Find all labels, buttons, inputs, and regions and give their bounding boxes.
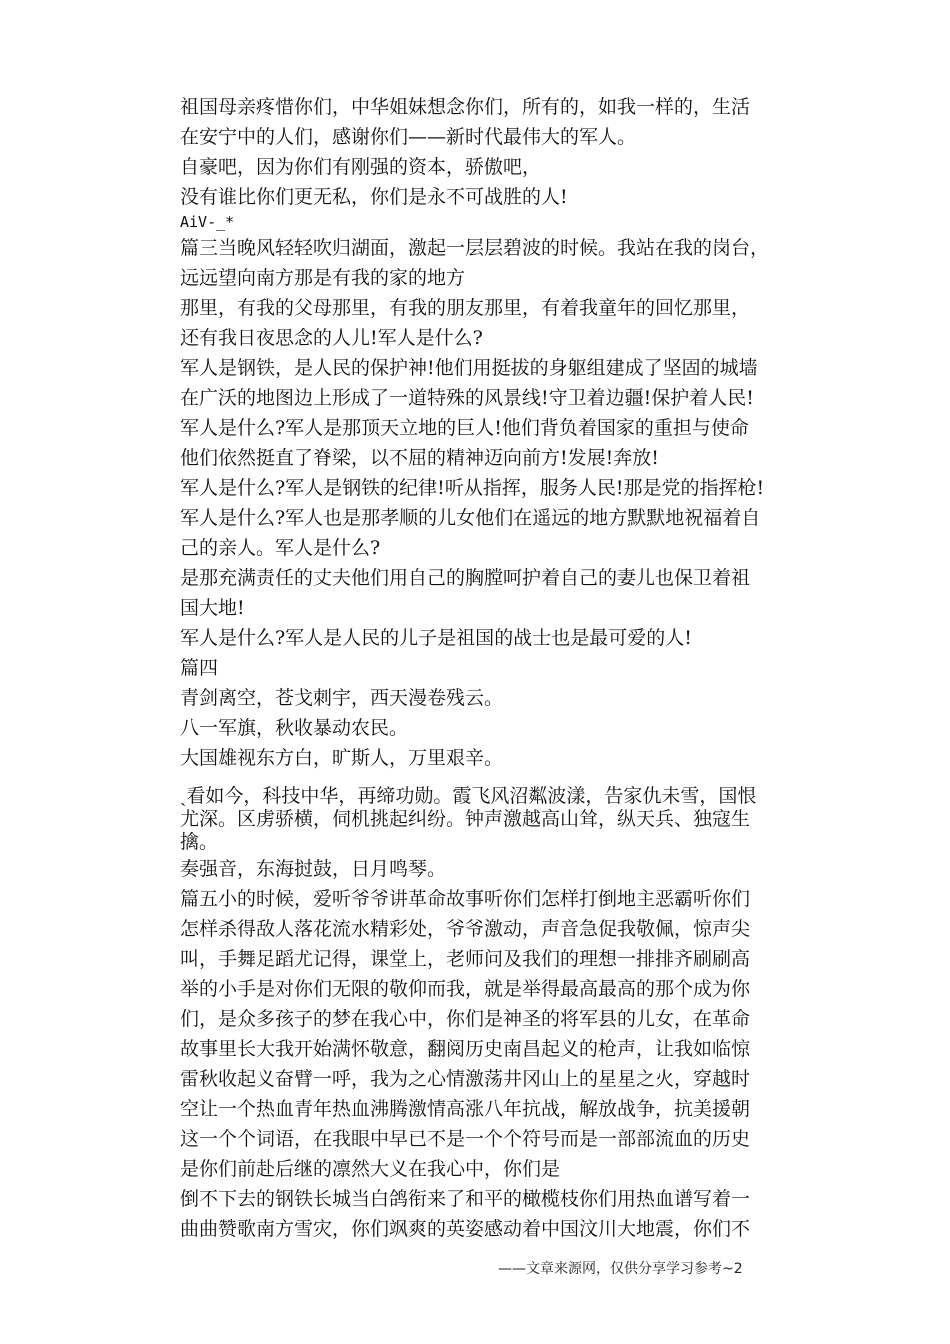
text-line: 叫，手舞足蹈尤记得，课堂上，老师问及我们的理想一排排齐刷刷高 bbox=[180, 948, 751, 970]
poem-line: 尤深。区虏骄横，伺机挑起纠纷。钟声激越高山耸，纵天兵、独寇生 bbox=[180, 808, 751, 830]
text-line: 他们依然挺直了脊梁，以不屈的精神迈向前方!发展!奔放! bbox=[180, 447, 659, 469]
text-line: 们，是众多孩子的梦在我心中，你们是神圣的将军县的儿女，在革命 bbox=[180, 1008, 751, 1030]
text-line: 祖国母亲疼惜你们，中华姐妹想念你们，所有的，如我一样的，生活 bbox=[180, 96, 751, 118]
text-line: 军人是什么?军人也是那孝顺的儿女他们在遥远的地方默默地祝福着自 bbox=[180, 507, 761, 529]
text-line: 自豪吧，因为你们有刚强的资本，骄傲吧， bbox=[180, 156, 542, 178]
text-line: 空让一个热血青年热血沸腾激情高涨八年抗战，解放战争，抗美援朝 bbox=[180, 1098, 751, 1120]
text-line: 是那充满责任的丈夫他们用自己的胸膛呵护着自己的妻儿也保卫着祖 bbox=[180, 567, 751, 589]
text-line: 是你们前赴后继的凛然大义在我心中，你们是 bbox=[180, 1158, 561, 1180]
poem-line: 青剑离空，苍戈刺宇，西天漫卷残云。 bbox=[180, 687, 504, 709]
text-line: 在广沃的地图边上形成了一道特殊的风景线!守卫着边疆!保护着人民! bbox=[180, 387, 754, 409]
page-footer: ——文章来源网，仅供分享学习参考~2 bbox=[498, 1261, 743, 1277]
text-line: 国大地! bbox=[180, 597, 245, 619]
text-line: 这一个个词语，在我眼中早已不是一个个符号而是一部部流血的历史 bbox=[180, 1128, 751, 1150]
poem-line: 奏强音，东海挝鼓，日月鸣琴。 bbox=[180, 858, 447, 880]
body-text-upper bbox=[180, 92, 780, 773]
poem-line: 擒。 bbox=[180, 831, 219, 853]
poem-line: 八一军旗，秋收暴动农民。 bbox=[180, 717, 409, 739]
poem-line: 大国雄视东方白，旷斯人，万里艰辛。 bbox=[180, 747, 504, 769]
body-text-lower bbox=[180, 785, 780, 1244]
text-line: 那里，有我的父母那里，有我的朋友那里，有着我童年的回忆那里， bbox=[180, 297, 751, 319]
section-heading: 篇四 bbox=[180, 657, 219, 679]
text-line: 军人是什么?军人是钢铁的纪律!听从指挥，服务人民!那是党的指挥枪! bbox=[180, 477, 765, 499]
text-line: 篇五小的时候，爱听爷爷讲革命故事听你们怎样打倒地主恶霸听你们 bbox=[180, 888, 751, 910]
text-line: 故事里长大我开始满怀敬意，翻阅历史南昌起义的枪声，让我如临惊 bbox=[180, 1038, 751, 1060]
text-line: 举的小手是对你们无限的敬仰而我，就是举得最高最高的那个成为你 bbox=[180, 978, 751, 1000]
text-line: 远远望向南方那是有我的家的地方 bbox=[180, 267, 466, 289]
text-line: 军人是什么?军人是人民的儿子是祖国的战士也是最可爱的人! bbox=[180, 627, 692, 649]
text-line: 没有谁比你们更无私，你们是永不可战胜的人! bbox=[180, 186, 568, 208]
text-line: 曲曲赞歌南方雪灾，你们飒爽的英姿感动着中国汶川大地震，你们不 bbox=[180, 1218, 751, 1240]
text-line: 还有我日夜思念的人儿!军人是什么? bbox=[180, 327, 483, 349]
text-line: 军人是钢铁，是人民的保护神!他们用挺拔的身躯组建成了坚固的城墙 bbox=[180, 357, 758, 379]
text-line: 雷秋收起义奋臂一呼，我为之心情激荡井冈山上的星星之火，穿越时 bbox=[180, 1068, 751, 1090]
text-line: 篇三当晚风轻轻吹归湖面，激起一层层碧波的时候。我站在我的岗台， bbox=[180, 237, 770, 259]
text-line: 怎样杀得敌人落花流水精彩处，爷爷激动，声音急促我敬佩，惊声尖 bbox=[180, 918, 751, 940]
text-line: 军人是什么?军人是那顶天立地的巨人!他们背负着国家的重担与使命 bbox=[180, 417, 749, 439]
text-line: 己的亲人。军人是什么? bbox=[180, 537, 381, 559]
text-line: 在安宁中的人们，感谢你们——新时代最伟大的军人。 bbox=[180, 126, 637, 148]
poem-line: ˏ看如今，科技中华，再缔功勋。霞飞风沼粼波漾，告家仇未雪，国恨 bbox=[180, 785, 757, 807]
text-line: 倒不下去的钢铁长城当白鸽衔来了和平的橄榄枝你们用热血谱写着一 bbox=[180, 1188, 751, 1210]
garbled-text-line: AiV-_* bbox=[180, 213, 235, 231]
